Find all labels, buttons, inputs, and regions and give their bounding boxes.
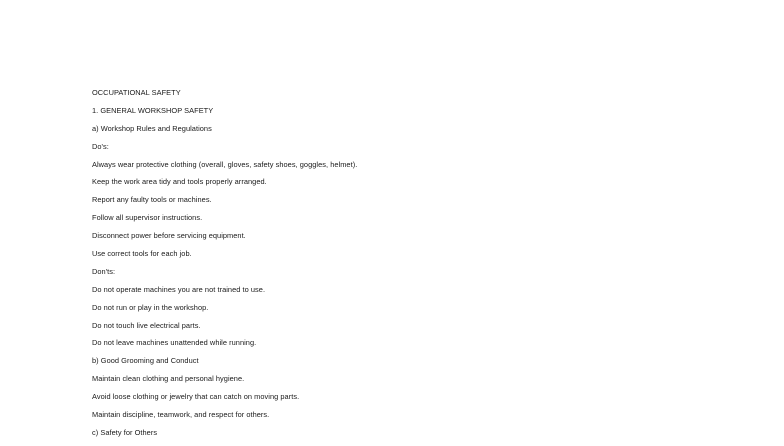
list-heading-donts: Don'ts: — [92, 266, 116, 276]
list-item: Always wear protective clothing (overall, gloves, safety shoes, goggles, helmet). — [92, 159, 358, 169]
subsection-heading: a) Workshop Rules and Regulations — [92, 123, 212, 133]
subsection-heading: b) Good Grooming and Conduct — [92, 356, 199, 366]
list-item: Keep the work area tidy and tools properly arranged. — [92, 177, 267, 187]
list-item: Follow all supervisor instructions. — [92, 213, 203, 223]
subsection-heading: c) Safety for Others — [92, 427, 158, 437]
list-heading-dos: Do's: — [92, 141, 109, 151]
list-item: Do not operate machines you are not trained to use. — [92, 284, 266, 294]
section-heading: 1. GENERAL WORKSHOP SAFETY — [92, 105, 214, 115]
document-body — [92, 88, 732, 446]
list-item: Do not touch live electrical parts. — [92, 320, 201, 330]
list-item: Do not run or play in the workshop. — [92, 302, 209, 312]
list-item: Do not leave machines unattended while running. — [92, 338, 257, 348]
list-item: Maintain clean clothing and personal hygiene. — [92, 374, 245, 384]
list-item: Use correct tools for each job. — [92, 249, 192, 259]
list-item: Avoid loose clothing or jewelry that can catch on moving parts. — [92, 392, 300, 402]
list-item: Report any faulty tools or machines. — [92, 195, 212, 205]
document-title: OCCUPATIONAL SAFETY — [92, 88, 181, 97]
list-item: Disconnect power before servicing equipment. — [92, 231, 246, 241]
list-item: Maintain discipline, teamwork, and respect for others. — [92, 410, 270, 420]
